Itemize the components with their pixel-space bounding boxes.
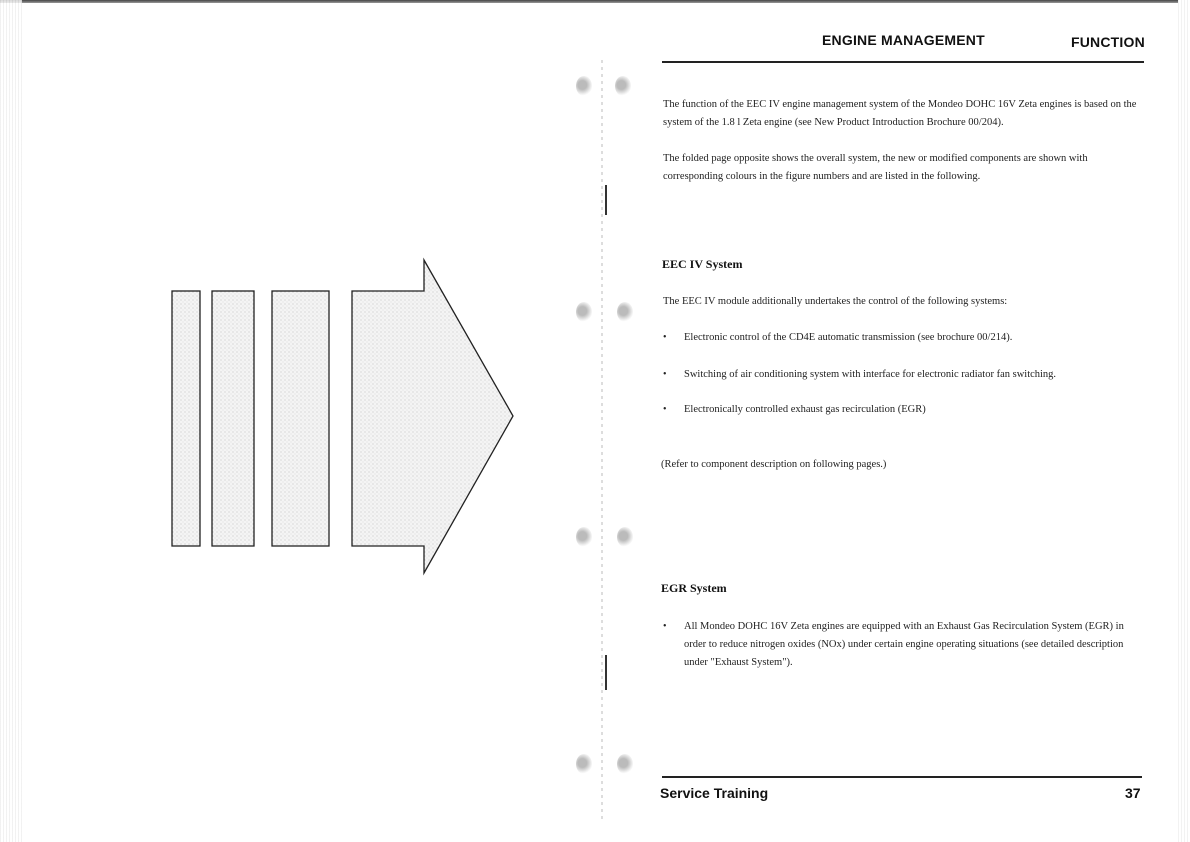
list-item-text: All Mondeo DOHC 16V Zeta engines are equipped with an Exhaust Gas Recirculation System (EGR) in order to reduce nitrogen oxides (NOx) under certain engine operating situations (see detailed description under "Exhaust System"). xyxy=(684,621,1124,668)
footer-rule xyxy=(662,776,1142,778)
binder-hole xyxy=(615,76,631,96)
graphic-bar xyxy=(172,291,200,546)
bullet-icon: • xyxy=(663,369,667,380)
bullet-icon: • xyxy=(663,404,667,415)
list-item-text: Switching of air conditioning system with interface for electronic radiator fan switching. xyxy=(684,369,1057,380)
bullet-icon: • xyxy=(663,332,667,343)
reference-note: (Refer to component description on following pages.) xyxy=(661,459,887,470)
binder-hole xyxy=(576,302,592,322)
header-rule xyxy=(662,61,1144,63)
list-item-text: Electronic control of the CD4E automatic transmission (see brochure 00/214). xyxy=(684,332,1013,343)
binder-hole xyxy=(617,302,633,322)
graphic-bar xyxy=(212,291,254,546)
intro-paragraph: The function of the EEC IV engine management system of the Mondeo DOHC 16V Zeta engines is based on the system of the 1.8 l Zeta engine (see New Product Introduction Brochure 00/204). xyxy=(663,99,1137,128)
page-spine xyxy=(601,60,603,820)
section-title: ENGINE MANAGEMENT xyxy=(822,32,985,48)
arrow-shape xyxy=(352,260,513,573)
page-type-label: FUNCTION xyxy=(1071,34,1145,50)
section-heading-egr: EGR System xyxy=(661,581,727,595)
spine-mark xyxy=(605,185,607,215)
binder-hole xyxy=(617,527,633,547)
section-heading-eec: EEC IV System xyxy=(662,257,743,271)
page-number: 37 xyxy=(1125,785,1141,801)
footer-label: Service Training xyxy=(660,785,769,801)
page-right-edge xyxy=(1178,0,1190,842)
page-top-edge xyxy=(0,0,1190,3)
binder-hole xyxy=(576,76,592,96)
eec-lead-text: The EEC IV module additionally undertakes the control of the following systems: xyxy=(663,296,1008,307)
list-item-text: Electronically controlled exhaust gas recirculation (EGR) xyxy=(684,404,926,415)
binder-hole xyxy=(576,527,592,547)
page-left-edge xyxy=(0,0,22,842)
graphic-bar xyxy=(272,291,329,546)
binder-hole xyxy=(576,754,592,774)
bullet-icon: • xyxy=(663,621,667,632)
arrow-graphic xyxy=(160,255,520,580)
spine-mark xyxy=(605,655,607,690)
binder-hole xyxy=(617,754,633,774)
intro-paragraph: The folded page opposite shows the overall system, the new or modified components are shown with corresponding colours in the figure numbers and are listed in the following. xyxy=(663,153,1088,182)
